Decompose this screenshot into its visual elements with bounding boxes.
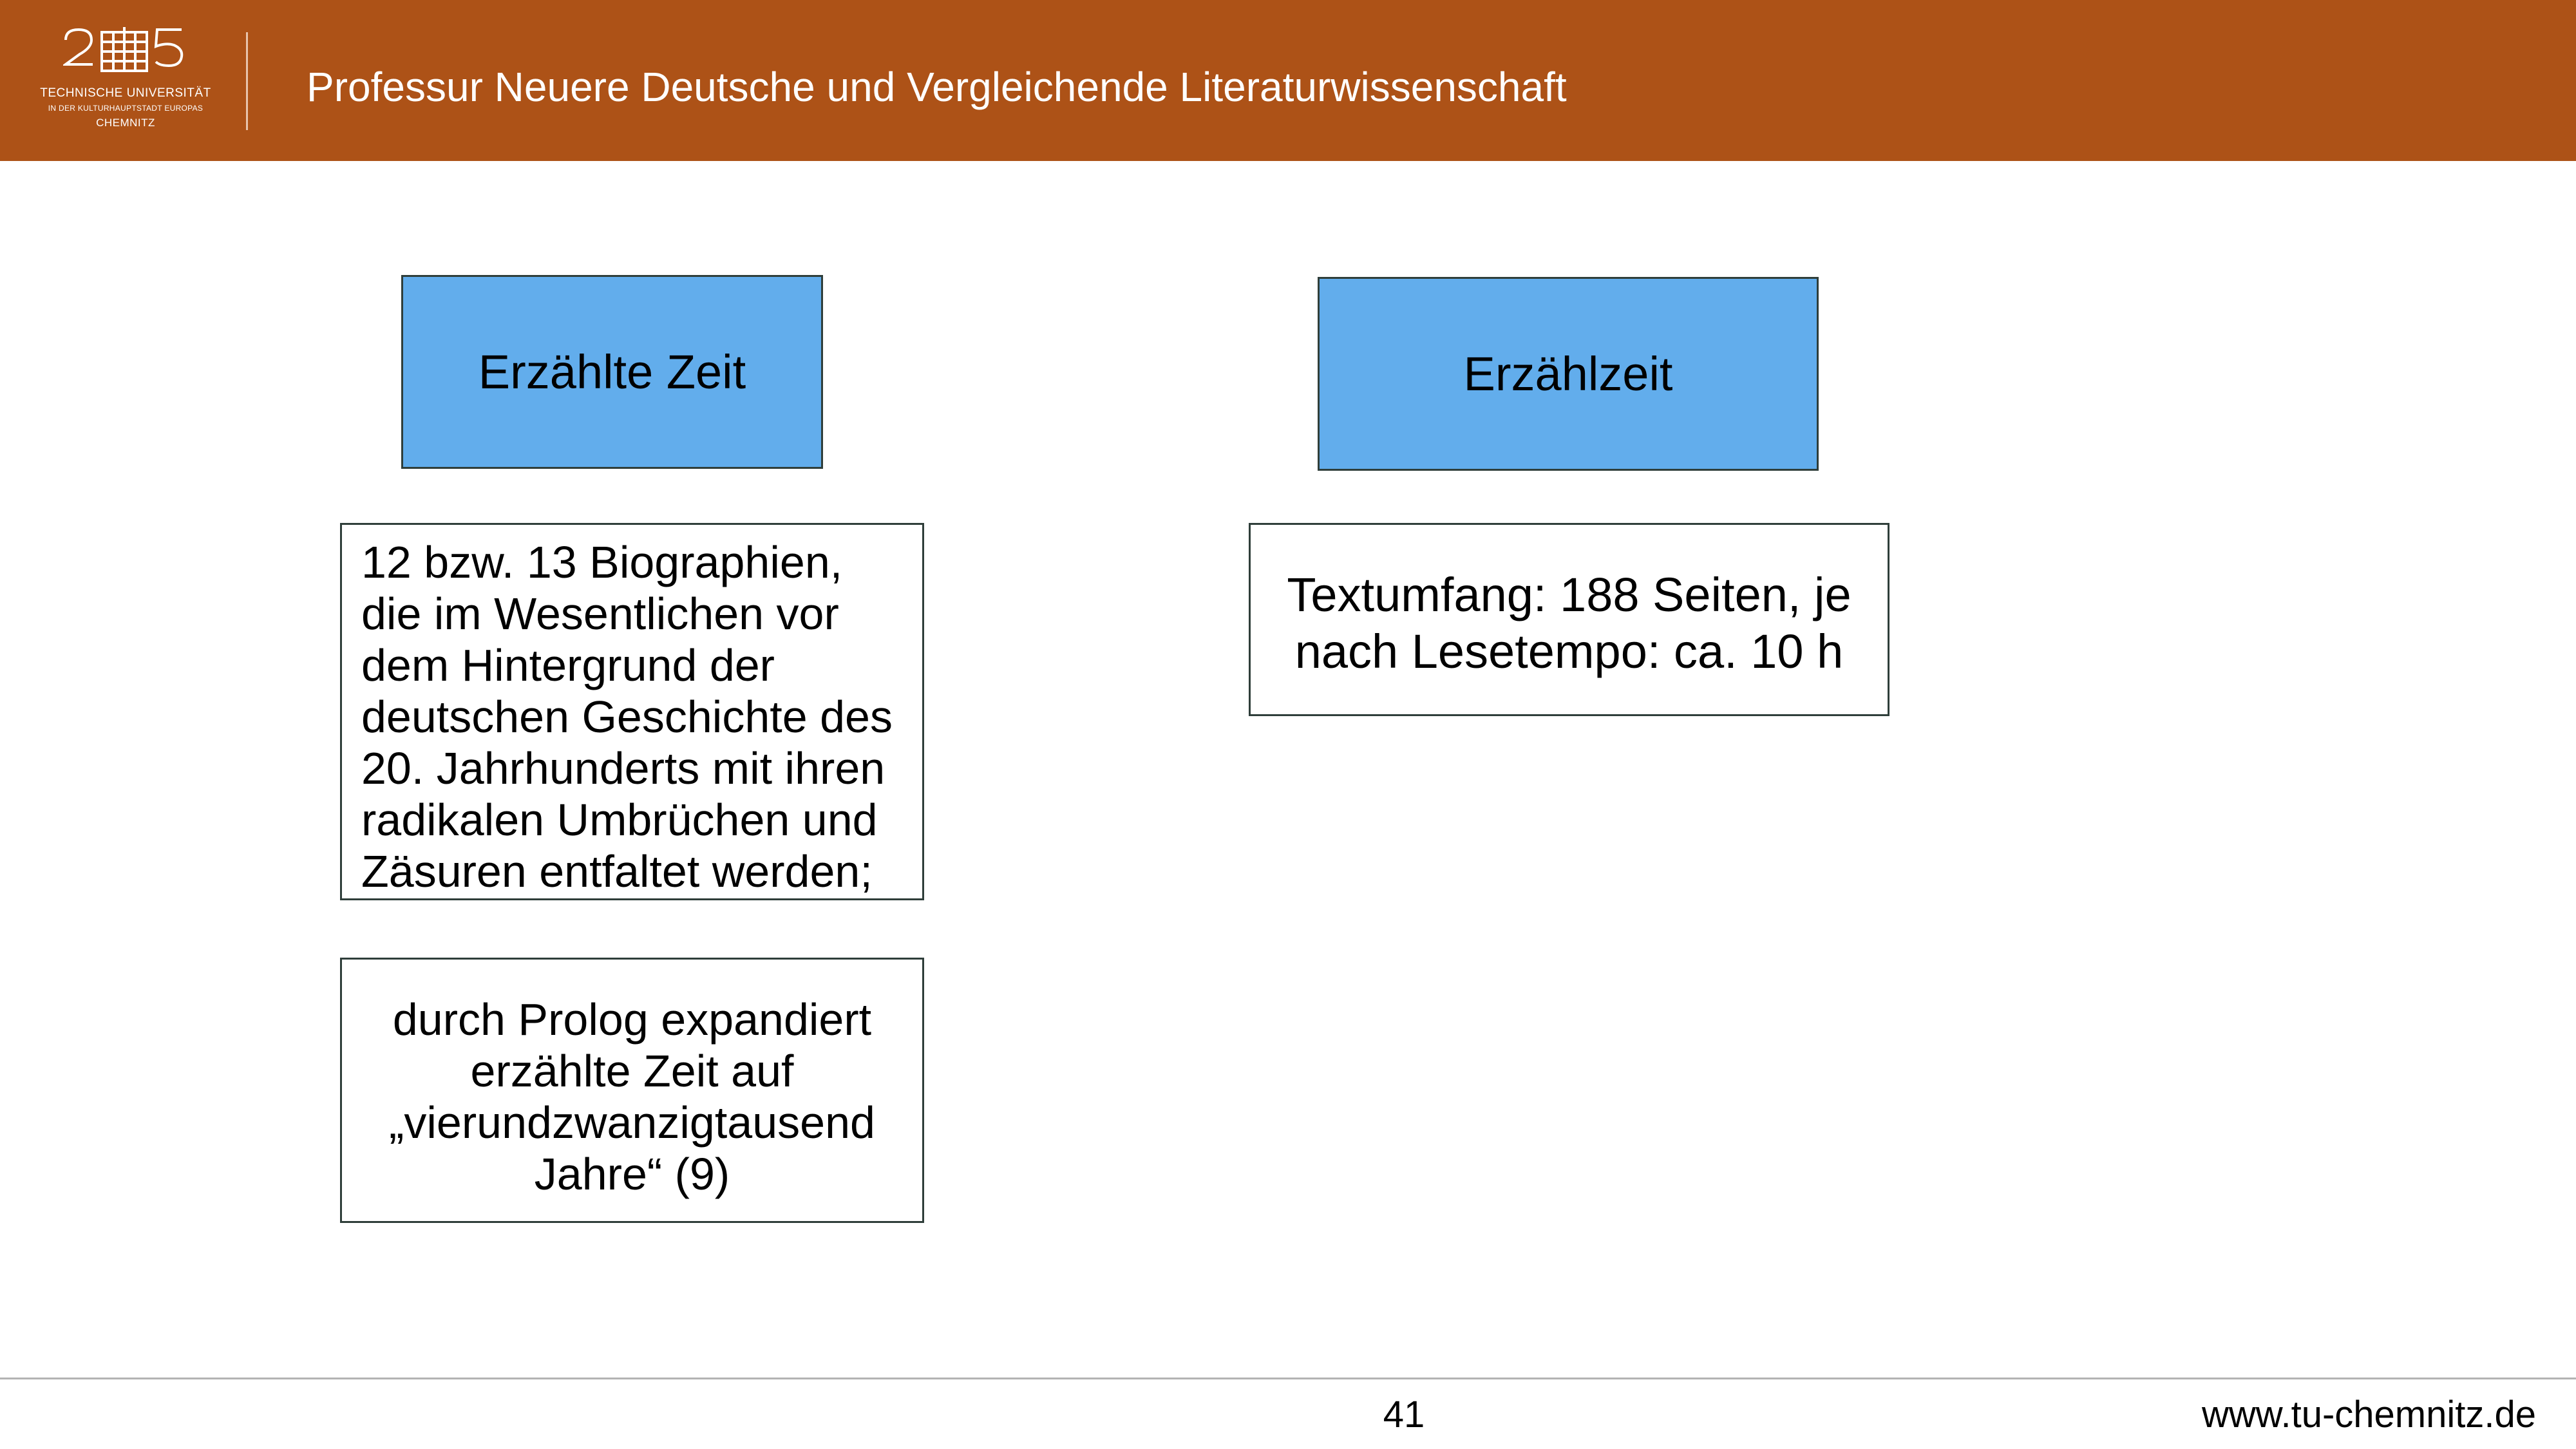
biographien-text-box — [340, 523, 924, 900]
header-divider — [246, 32, 248, 130]
header-title: Professur Neuere Deutsche und Vergleichende Literaturwissenschaft — [307, 64, 1567, 110]
header-bar — [0, 0, 2576, 161]
page-number: 41 — [1383, 1394, 1425, 1435]
footer-url: www.tu-chemnitz.de — [2202, 1394, 2536, 1435]
erzaehlzeit-label: Erzählzeit — [1463, 346, 1673, 401]
footer-divider — [0, 1378, 2576, 1379]
erzaehlte-zeit-heading-box — [401, 275, 823, 469]
logo-mark-icon — [63, 27, 185, 77]
erzaehlte-zeit-label: Erzählte Zeit — [478, 345, 746, 399]
logo-text-city: CHEMNITZ — [96, 117, 155, 129]
logo-text-subtitle: IN DER KULTURHAUPTSTADT EUROPAS — [48, 104, 204, 113]
biographien-text: 12 bzw. 13 Biographien, die im Wesentlichen vor dem Hintergrund der deutschen Geschichte des 20. Jahrhunderts mit ihren radikalen Umbrüchen und Zäsuren entfaltet werden; — [361, 537, 893, 896]
textumfang-text-box — [1249, 523, 1889, 716]
university-logo — [32, 27, 219, 137]
erzaehlzeit-heading-box — [1318, 277, 1819, 471]
logo-text-university: TECHNISCHE UNIVERSITÄT — [40, 86, 211, 100]
prolog-text-box — [340, 958, 924, 1223]
prolog-text: durch Prolog expandiert erzählte Zeit auf „vierundzwanzigtausend Jahre“ (9) — [389, 994, 875, 1199]
textumfang-text: Textumfang: 188 Seiten, je nach Lesetempo: ca. 10 h — [1287, 568, 1852, 678]
